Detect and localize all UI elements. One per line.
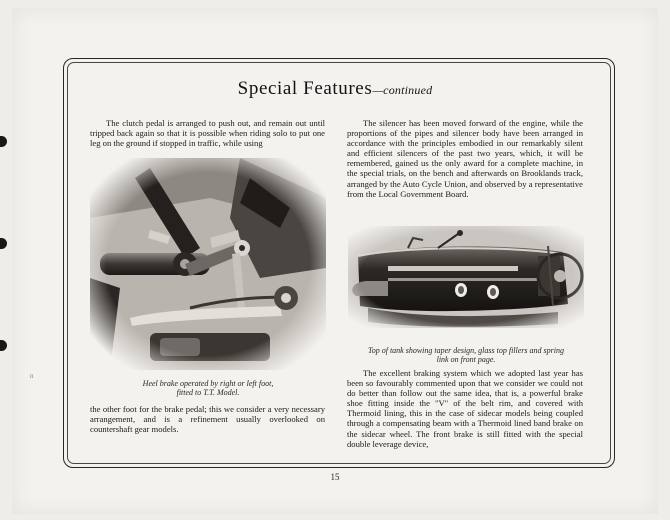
binding-hole — [0, 136, 7, 147]
title-main: Special Features — [237, 78, 373, 99]
heel-brake-caption — [90, 379, 326, 398]
right-paragraph-1 — [347, 118, 583, 199]
right-paragraph-2-text: The excellent braking system which we adopted last year has been so favourably commented upon that we consider we could not do better than follow out the same idea, that is, a powerful brake shoe fitting inside the "V" of the belt rim, and covered with Thermoid lining, this in the case of sidecar models being coupled through a compensating beam with a Thermoid lined band brake on the sidecar wheel. The front brake is still fitted with the special double leverage device, — [347, 368, 583, 449]
left-paragraph-2 — [90, 404, 325, 434]
left-paragraph-2-text: the other foot for the brake pedal; this we consider a very necessary arrangement, and is a refinement usually overlooked on countershaft gear models. — [90, 404, 325, 435]
caption-line: Top of tank showing taper design, glass top fillers and spring — [368, 346, 564, 355]
title-continued: —continued — [372, 83, 433, 97]
right-paragraph-2 — [347, 368, 583, 449]
margin-mark: n — [30, 372, 34, 380]
caption-line: Heel brake operated by right or left foot, — [142, 379, 274, 388]
binding-hole — [0, 238, 7, 249]
right-paragraph-1-text: The silencer has been moved forward of the engine, while the proportions of the pipes and silencer body have been arranged in accordance with the principles embodied in our remarkably silent and efficient silencers of the past two years, which, it will be remembered, gained us the only award for a complete machine, in the special trials, on the bench and afterwards on Brooklands track, arranged by the Auto Cycle Union, and observed by a representative from the Local Government Board. — [347, 118, 583, 199]
binding-hole — [0, 340, 7, 351]
page-title — [0, 78, 670, 100]
tank-photo — [348, 226, 584, 328]
caption-line: fitted to T.T. Model. — [176, 388, 240, 398]
tank-caption — [345, 346, 587, 365]
page-number: 15 — [330, 472, 340, 482]
heel-brake-photo — [90, 158, 326, 370]
left-paragraph-1-text: The clutch pedal is arranged to push out, and remain out until tripped back again so that it is possible when riding solo to put one leg on the ground if stopped in traffic, while using — [90, 118, 325, 149]
left-paragraph-1 — [90, 118, 325, 148]
caption-line: link on front page. — [436, 355, 496, 365]
